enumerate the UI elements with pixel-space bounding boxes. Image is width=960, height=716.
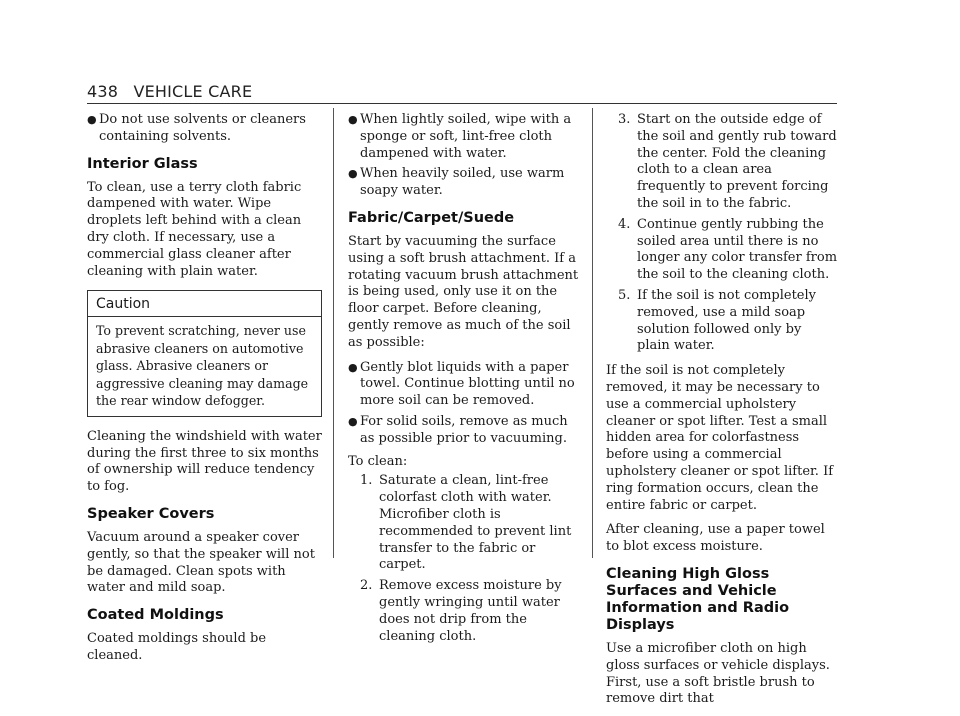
paragraph: Start by vacuuming the surface using a soft brush attachment. If a rotating vacuum brush attachment is being used, only use it on the floor carpet. Before cleaning, gently remove as much of the soil as possible: [348,233,579,350]
paragraph: To clean: [348,453,408,469]
column-3 [606,112,838,716]
section-title: VEHICLE CARE [133,82,253,101]
bullet-icon: ● [348,113,358,126]
page-header [87,82,252,101]
list-item: 4. Continue gently rubbing the soiled area until there is no longer any color transfer from the soil to the cleaning cloth. [618,216,838,283]
heading-fabric-carpet-suede: Fabric/Carpet/Suede [348,209,515,226]
list-item: ● When lightly soiled, wipe with a sponge or soft, lint-free cloth dampened with water. [348,112,572,161]
bullet-icon: ● [348,360,358,374]
bullet-list [348,112,586,200]
caution-title: Caution [88,291,321,317]
bullet-icon: ● [348,167,358,181]
paragraph: Cleaning the windshield with water during the first three to six months of ownership will reduce tendency to fog. [87,428,322,495]
paragraph: If the soil is not completely removed, it may be necessary to use a commercial upholstery cleaner or spot lifter. Test a small hidden area for colorfastness before using a commercial upholstery cleaner or spot lifter. If ring formation occurs, clean the entire fabric or carpet. [606,363,834,513]
paragraph: To clean, use a terry cloth fabric dampened with water. Wipe droplets left behind with a clean dry cloth. If necessary, use a commercial glass cleaner after cleaning with plain water. [87,179,302,279]
page-number: 438 [87,82,119,101]
caution-body: To prevent scratching, never use abrasive cleaners on automotive glass. Abrasive cleaners or aggressive cleaning may damage the rear window defogger. [96,323,309,409]
paragraph: Use a microfiber cloth on high gloss surfaces or vehicle displays. First, use a soft bristle brush to remove dirt that [606,640,830,707]
column-divider-2 [592,108,593,558]
paragraph: After cleaning, use a paper towel to blot excess moisture. [606,522,825,555]
column-divider-1 [333,108,334,558]
column-2 [348,112,586,653]
list-item: ● For solid soils, remove as much as possible prior to vacuuming. [348,413,568,446]
list-item: ● When heavily soiled, use warm soapy water. [348,166,565,199]
paragraph: Vacuum around a speaker cover gently, so that the speaker will not be damaged. Clean spots with water and mild soap. [87,530,315,596]
bullet-icon: ● [87,113,97,126]
heading-speaker-covers: Speaker Covers [87,506,215,523]
bullet-icon: ● [348,414,358,428]
heading-interior-glass: Interior Glass [87,155,198,172]
bullet-list [348,360,586,448]
numbered-list [348,473,586,645]
list-item: 5. If the soil is not completely removed, use a mild soap solution followed only by plain water. [618,287,816,354]
list-item: 1. Saturate a clean, lint-free colorfast cloth with water. Microfiber cloth is recommended to prevent lint transfer to the fabric or carpet. [360,473,572,573]
column-1 [87,112,322,673]
numbered-list [606,112,838,355]
header-rule [87,103,837,104]
bullet-list [87,112,322,146]
list-item: 3. Start on the outside edge of the soil and gently rub toward the center. Fold the cleaning cloth to a clean area frequently to prevent forcing the soil in to the fabric. [618,112,837,211]
heading-coated-moldings: Coated Moldings [87,607,224,624]
paragraph: Coated moldings should be cleaned. [87,631,267,664]
list-item: ● Do not use solvents or cleaners containing solvents. [87,112,306,144]
list-item: 2. Remove excess moisture by gently wringing until water does not drip from the cleaning cloth. [360,578,562,644]
list-item: ● Gently blot liquids with a paper towel. Continue blotting until no more soil can be removed. [348,359,575,409]
heading-high-gloss-surfaces: Cleaning High Gloss Surfaces and Vehicle Information and Radio Displays [606,565,790,633]
caution-box [87,290,322,417]
